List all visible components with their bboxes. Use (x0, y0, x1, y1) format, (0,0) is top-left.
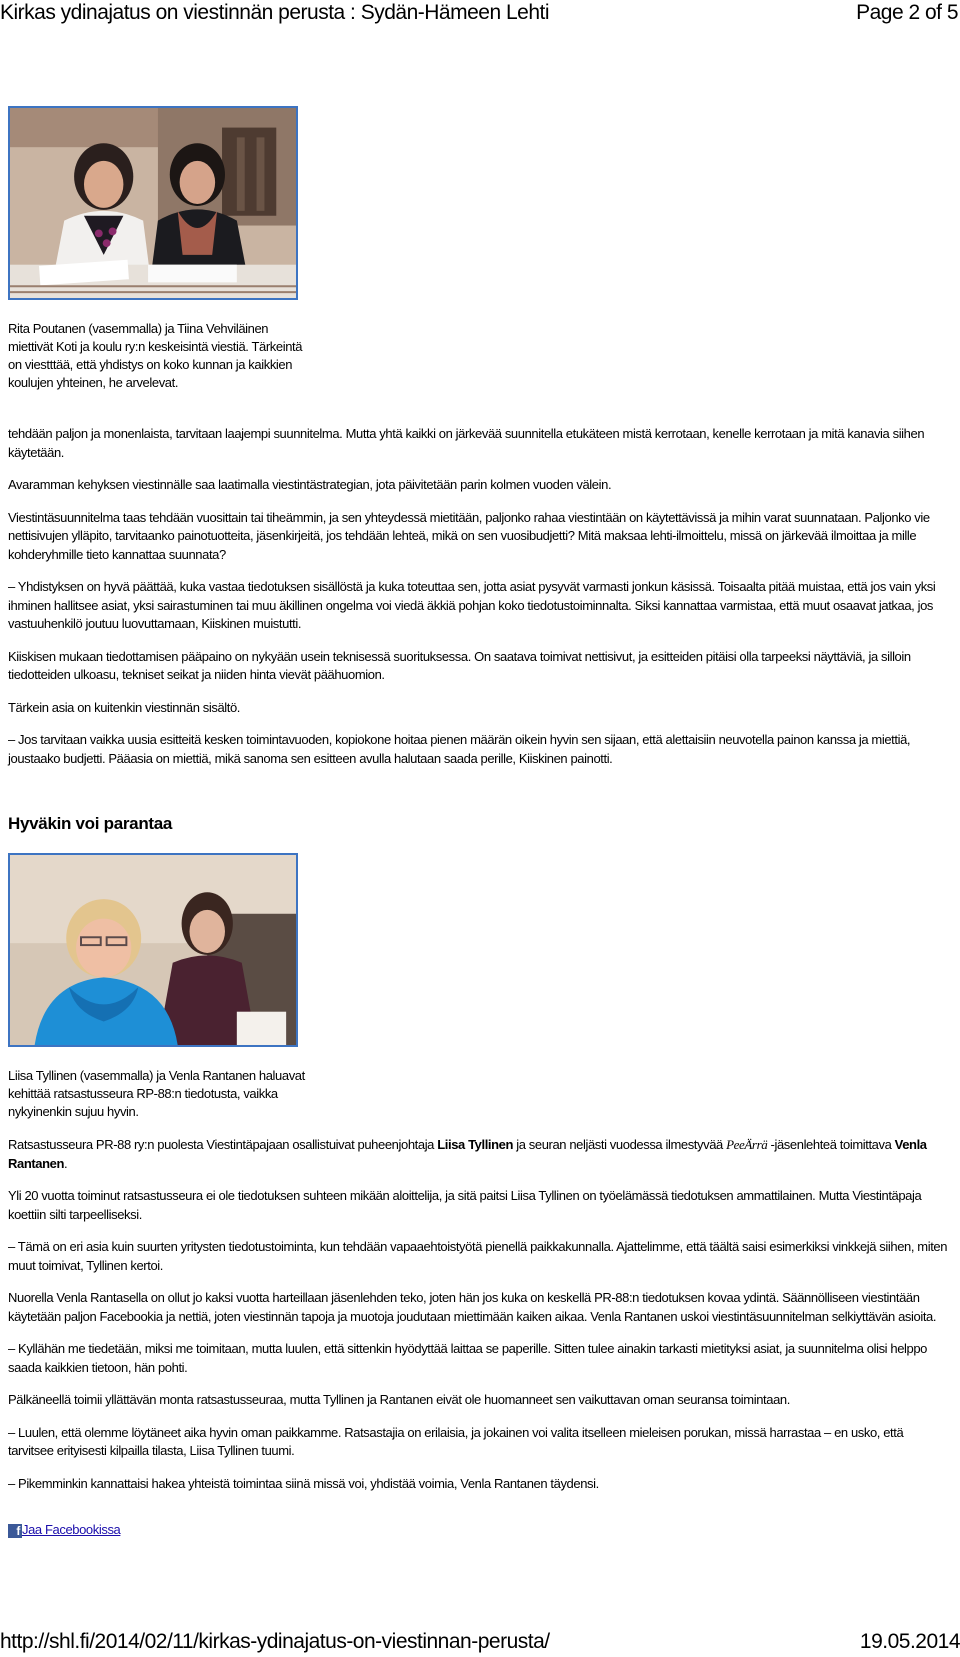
page-number: Page 2 of 5 (856, 1, 958, 24)
print-footer (0, 1630, 960, 1657)
share-facebook[interactable] (8, 1522, 120, 1540)
photo-two-women-smiling (10, 855, 296, 1045)
paragraph: Nuorella Venla Rantasella on ollut jo kaksi vuotta harteillaan jäsenlehden teko, joten hän jos kuka on keskellä PR-88:n tiedotuksen kovaa ydintä. Säännölliseen viestintään käytetään paljon Facebookia ja nettiä, joten viestinnän tapoja ja muotoja joudutaan miettimään kaiken aikaa. Venla Rantanen uskoi viestintäsuunnitelman selkiyttävän asioita. (8, 1290, 937, 1324)
magazine-name: PeeÄrrä (726, 1137, 768, 1152)
text-run: Ratsastusseura PR-88 ry:n puolesta Viestintäpajaan osallistuivat puheenjohtaja (8, 1137, 438, 1152)
person-name: Venla Rantanen (8, 1137, 927, 1171)
text-run: . (64, 1155, 68, 1171)
facebook-icon[interactable]: f (8, 1524, 22, 1538)
article-body-part2 (8, 1136, 948, 1507)
paragraph: Avaramman kehyksen viestinnälle saa laatimalla viestintästrategian, jota päivitetään parin kolmen vuoden välein. (8, 477, 612, 492)
paragraph: – Kyllähän me tiedetään, miksi me toimitaan, mutta luulen, että sittenkin hyödyttää laittaa se paperille. Sitten tulee ainakin tarkasti mietityksi asiat, ja suunnitelma olisi helppo saada kaikkien tietoon, hän pohti. (8, 1341, 928, 1375)
paragraph: Kiiskisen mukaan tiedottamisen pääpaino on nykyään usein teknisessä suorituksessa. On saatava toimivat nettisivut, ja esitteiden pitäisi olla tarpeeksi näyttäviä, ja silloin tiedotteiden ulkoasu, tekniset seikat ja niiden hinta vievät päähuomion. (8, 648, 911, 682)
paragraph: tehdään paljon ja monenlaista, tarvitaan laajempi suunnitelma. Mutta yhtä kaikki on järkevää suunnitella etukäteen mistä kerrotaan, kenelle kerrotaan ja mitä kanavia siihen käytetään. (8, 426, 925, 460)
paragraph: – Jos tarvitaan vaikka uusia esitteitä kesken toimintavuoden, kopiokone hoitaa pienen määrän oikein hyvin sen sijaan, että alettaisiin neuvotella painon kanssa ja miettiä, joustaako budjetti. Pääasia on miettiä, mikä sanoma sen esitteen avulla halutaan saada perille, Kiiskinen painotti. (8, 732, 911, 766)
article-body-part1 (8, 425, 948, 782)
print-date: 19.05.2014 (859, 1630, 960, 1653)
paragraph: – Pikemminkin kannattaisi hakea yhteistä toimintaa siinä missä voi, yhdistää voimia, Venla Rantanen täydensi. (8, 1475, 599, 1491)
person-name: Liisa Tyllinen (437, 1137, 514, 1152)
paragraph: – Luulen, että olemme löytäneet aika hyvin oman paikkamme. Ratsastajia on erilaisia, ja jokainen voi valita itselleen mieleisen porukan, missä harrastaa – en usko, että tarvitsee erityisesti kilpailla tilasta, Liisa Tyllinen tuumi. (8, 1424, 904, 1458)
page-url: http://shl.fi/2014/02/11/kirkas-ydinajatus-on-viestinnan-perusta/ (0, 1630, 550, 1653)
share-facebook-link[interactable]: Jaa Facebookissa (22, 1522, 121, 1537)
photo-caption: Rita Poutanen (vasemmalla) ja Tiina Vehviläinen miettivät Koti ja koulu ry:n keskeisintä viestiä. Tärkeintä on viestttää, että yhdistys on koko kunnan ja kaikkien koulujen yhteinen, he arvelevat. (8, 321, 303, 390)
article-photo-tyllinen-rantanen (8, 853, 298, 1047)
print-header (0, 0, 960, 30)
text-run: ja seuran neljästi vuodessa ilmestyvää (513, 1137, 727, 1152)
photo-caption: Liisa Tyllinen (vasemmalla) ja Venla Rantanen haluavat kehittää ratsastusseura RP-88:n tiedotusta, vaikka nykyinenkin sujuu hyvin. (8, 1068, 305, 1119)
section-subheading: Hyväkin voi parantaa (8, 814, 173, 833)
article-photo-poutanen-vehvilainen (8, 106, 298, 300)
paragraph: – Tämä on eri asia kuin suurten yritysten tiedotustoiminta, kun tehdään vapaaehtoistyötä pienellä paikkakunnalla. Ajattelimme, että täältä saisi esimerkiksi vinkkejä siihen, miten muut toimivat, Tyllinen kertoi. (8, 1239, 948, 1273)
paragraph: Yli 20 vuotta toiminut ratsastusseura ei ole tiedotuksen suhteen mikään aloittelija, ja sitä paitsi Liisa Tyllinen on työelämässä tiedotuksen ammattilainen. Mutta Viestintäpaja koettiin silti tarpeelliseksi. (8, 1188, 922, 1222)
page-title: Kirkas ydinajatus on viestinnän perusta : Sydän-Hämeen Lehti (0, 1, 549, 24)
photo-two-women-at-table (10, 108, 296, 298)
paragraph: Pälkäneellä toimii yllättävän monta ratsastusseuraa, mutta Tyllinen ja Rantanen eivät ole huomanneet sen vaikuttavan oman seuransa toimintaan. (8, 1392, 790, 1407)
paragraph: – Yhdistyksen on hyvä päättää, kuka vastaa tiedotuksen sisällöstä ja kuka toteuttaa sen, jotta asiat pysyvät varmasti jonkun käsissä. Toisaalta pitää muistaa, että jos vain yksi ihminen hallitsee asiat, yksi sairastuminen tai muu äkillinen ongelma voi viedä äkkiä pohjan koko tiedotustoiminnalta. Siksi kannattaa varmistaa, että muut osaavat jatkaa, jos vastuuhenkilö joutuu luovuttamaan, Kiiskinen muistutti. (8, 579, 936, 631)
intro-paragraph (8, 1136, 948, 1173)
text-run: -jäsenlehteä toimittava (767, 1137, 895, 1152)
paragraph: Tärkein asia on kuitenkin viestinnän sisältö. (8, 699, 241, 715)
paragraph: Viestintäsuunnitelma taas tehdään vuosittain tai tiheämmin, ja sen yhteydessä mietitään, paljonko rahaa viestintään on käytettävissä ja mihin varat suunnataan. Paljonko vie nettisivujen ylläpito, tarvitaanko painotuotteita, jäsenkirjeitä, jos tehdään lehteä, mikä on sen vuosibudjetti? Mitä maksaa lehti-ilmoittelu, missä on järkevää ilmoittaa ja mille kohderyhmille tieto kannattaa suunnata? (8, 509, 930, 562)
